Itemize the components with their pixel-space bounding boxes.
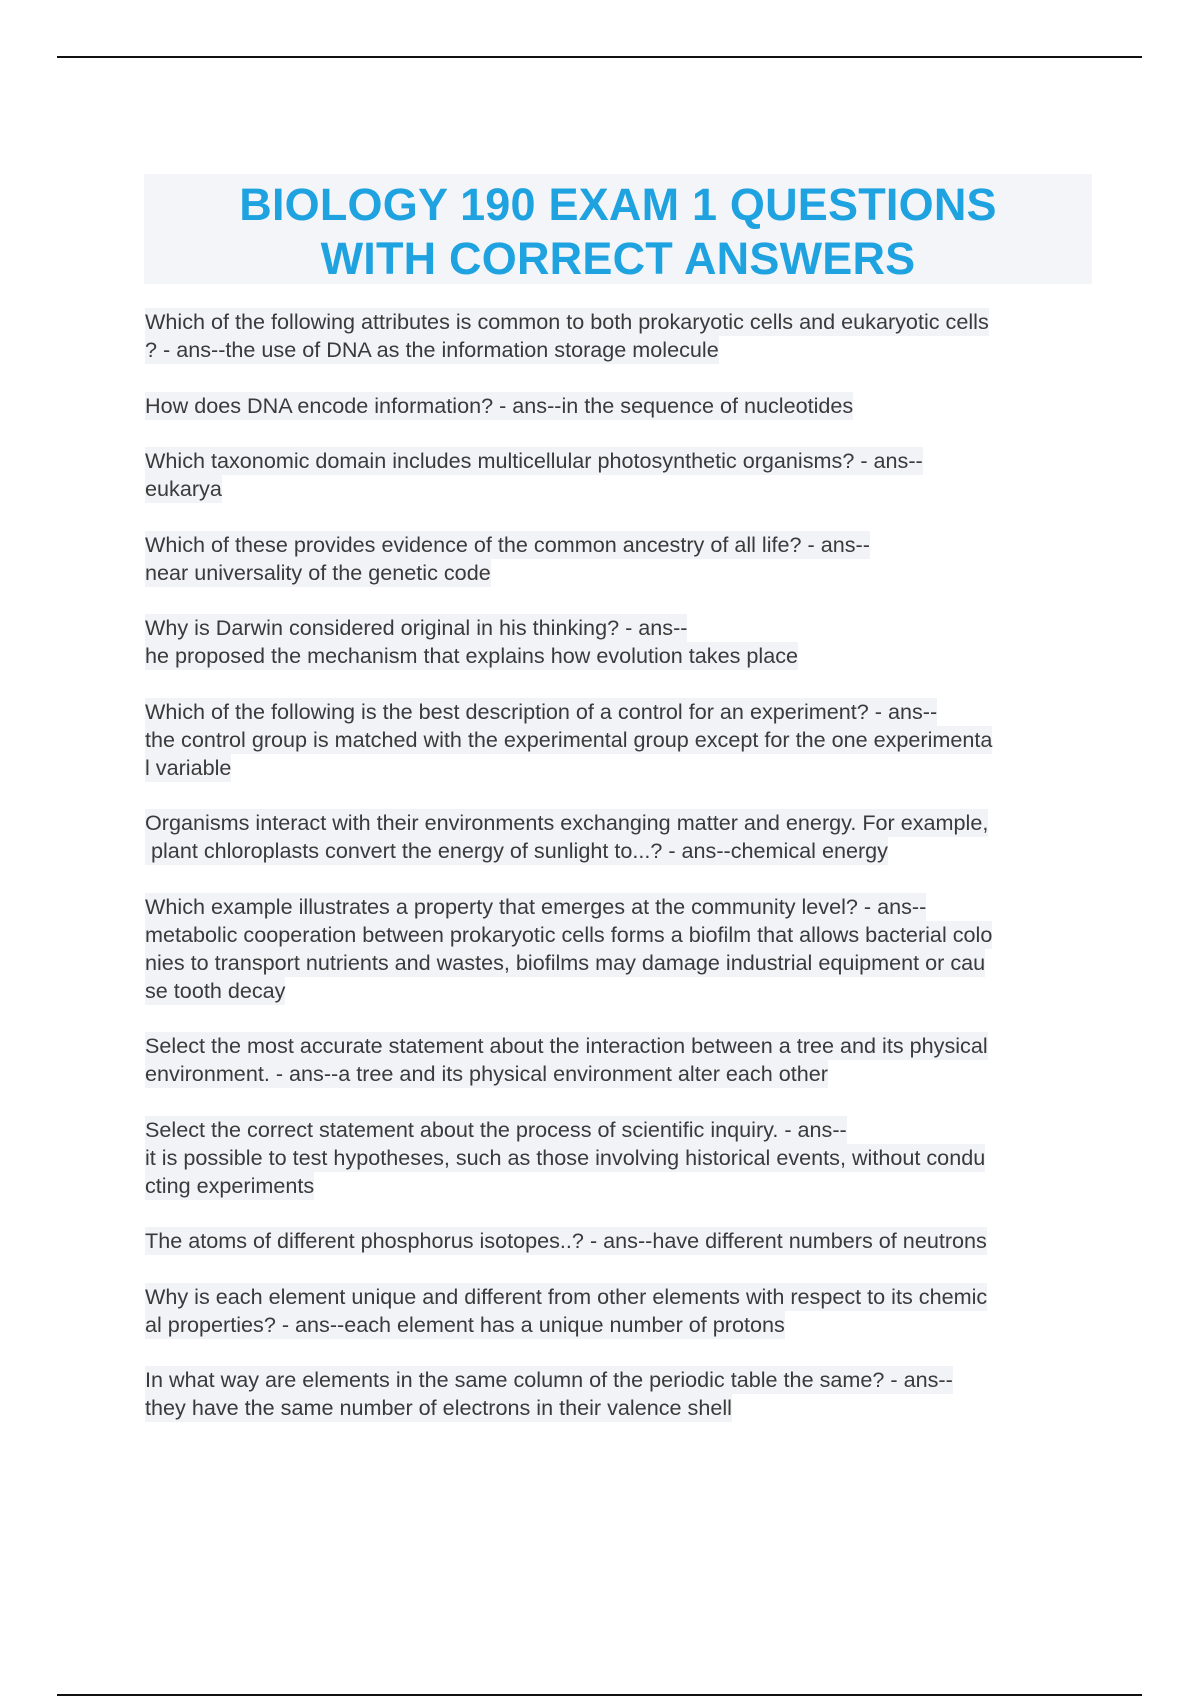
question-answer-list [145, 308, 1095, 1450]
qa-text-line: Select the correct statement about the process of scientific inquiry. - ans-- [145, 1116, 847, 1142]
title-line-2: WITH CORRECT ANSWERS [320, 233, 916, 284]
qa-text-line: al properties? - ans--each element has a unique number of protons [145, 1311, 785, 1337]
qa-text-line: cting experiments [145, 1172, 315, 1198]
qa-item [145, 614, 1095, 670]
qa-text-line: metabolic cooperation between prokaryotic cells forms a biofilm that allows bacterial colo [145, 921, 993, 947]
qa-item [145, 1116, 1095, 1200]
qa-text-line: nies to transport nutrients and wastes, biofilms may damage industrial equipment or cau [145, 949, 986, 975]
qa-text-line: the control group is matched with the experimental group except for the one experimenta [145, 726, 993, 752]
qa-text-line: they have the same number of electrons in their valence shell [145, 1395, 732, 1420]
qa-item [145, 893, 1095, 1005]
qa-item [145, 308, 1095, 364]
qa-text-line: near universality of the genetic code [145, 559, 491, 585]
document-title [144, 174, 1092, 284]
qa-text-line: ? - ans--the use of DNA as the information storage molecule [145, 337, 719, 362]
qa-item [145, 447, 1095, 503]
qa-text-line: l variable [145, 754, 232, 780]
qa-text-line: environment. - ans--a tree and its physical environment alter each other [145, 1061, 828, 1086]
qa-item [145, 1366, 1095, 1422]
qa-text-line: Which example illustrates a property that emerges at the community level? - ans-- [145, 893, 927, 919]
qa-item [145, 1227, 1095, 1255]
qa-text-line: Why is Darwin considered original in his thinking? - ans-- [145, 615, 688, 640]
qa-item [145, 392, 1095, 420]
qa-item [145, 698, 1095, 782]
qa-text-line: se tooth decay [145, 977, 286, 1003]
qa-item [145, 1032, 1095, 1088]
qa-item [145, 1283, 1095, 1339]
qa-text-line: plant chloroplasts convert the energy of sunlight to...? - ans--chemical energy [145, 838, 888, 863]
bottom-rule [57, 1694, 1142, 1696]
qa-text-line: eukarya [145, 476, 222, 501]
qa-text-line: Which taxonomic domain includes multicellular photosynthetic organisms? - ans-- [145, 448, 923, 473]
qa-text-line: Which of the following is the best description of a control for an experiment? - ans-- [145, 698, 938, 724]
title-line-1: BIOLOGY 190 EXAM 1 QUESTIONS [239, 179, 997, 230]
qa-text-line: Which of these provides evidence of the common ancestry of all life? - ans-- [145, 531, 870, 557]
qa-item [145, 531, 1095, 587]
top-rule [57, 56, 1142, 58]
qa-text-line: How does DNA encode information? - ans--in the sequence of nucleotides [145, 392, 854, 418]
qa-text-line: Which of the following attributes is common to both prokaryotic cells and eukaryotic cells [145, 309, 989, 334]
qa-text-line: it is possible to test hypotheses, such as those involving historical events, without condu [145, 1144, 986, 1170]
qa-text-line: Why is each element unique and different from other elements with respect to its chemic [145, 1283, 988, 1309]
qa-text-line: In what way are elements in the same column of the periodic table the same? - ans-- [145, 1367, 953, 1392]
qa-item [145, 809, 1095, 865]
qa-text-line: Organisms interact with their environments exchanging matter and energy. For example, [145, 810, 989, 835]
qa-text-line: he proposed the mechanism that explains how evolution takes place [145, 643, 799, 668]
qa-text-line: The atoms of different phosphorus isotopes..? - ans--have different numbers of neutrons [145, 1228, 987, 1253]
qa-text-line: Select the most accurate statement about the interaction between a tree and its physical [145, 1033, 988, 1058]
